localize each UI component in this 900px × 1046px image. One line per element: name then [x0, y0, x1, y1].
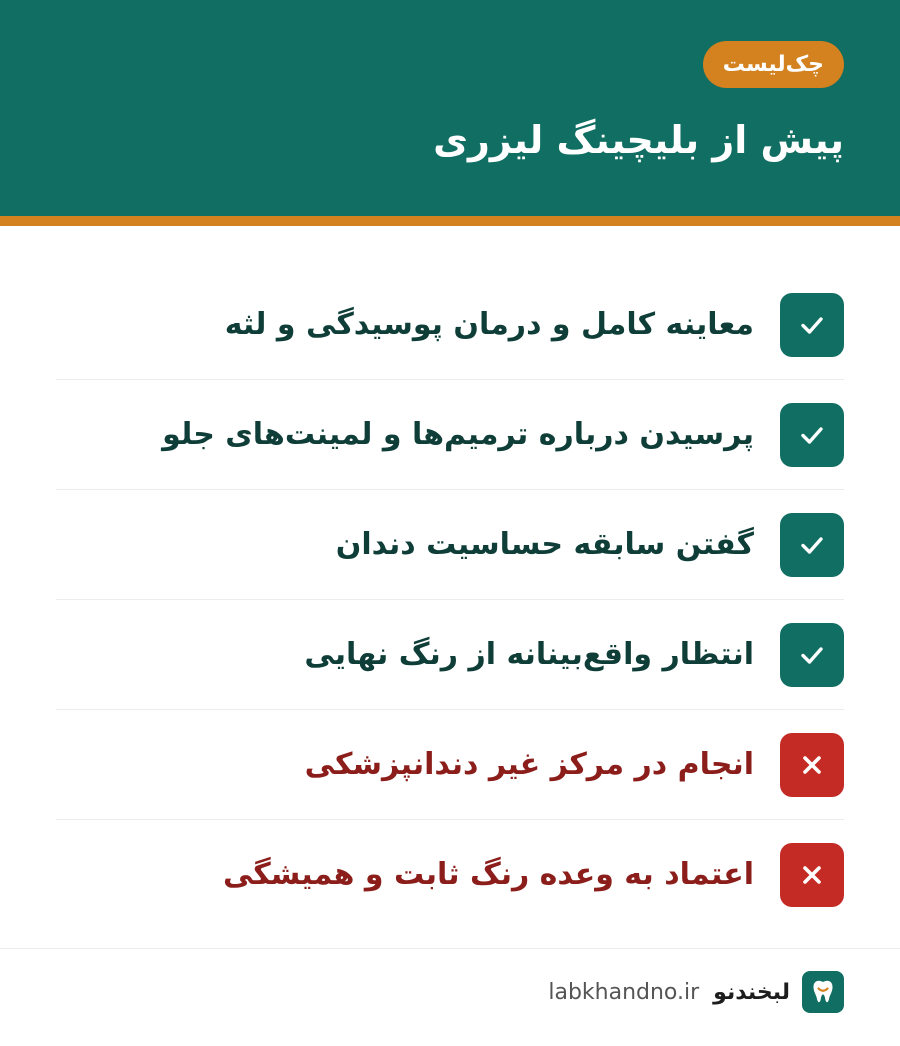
list-item-label: انجام در مرکز غیر دندانپزشکی — [304, 746, 754, 782]
list-item-label: معاینه کامل و درمان پوسیدگی و لثه — [224, 306, 754, 342]
list-item — [56, 270, 844, 380]
footer-divider — [0, 948, 900, 949]
check-icon — [780, 513, 844, 577]
check-icon — [780, 293, 844, 357]
header — [0, 0, 900, 216]
list-item — [56, 380, 844, 490]
header-accent-stripe — [0, 216, 900, 226]
checklist-badge: چک‌لیست — [703, 41, 844, 88]
checklist — [56, 270, 844, 930]
footer — [548, 970, 844, 1014]
tooth-icon — [802, 971, 844, 1013]
list-item — [56, 820, 844, 930]
check-icon — [780, 623, 844, 687]
page-title: پیش از بلیچینگ لیزری — [433, 118, 844, 162]
list-item-label: اعتماد به وعده رنگ ثابت و همیشگی — [222, 857, 754, 892]
list-item — [56, 600, 844, 710]
list-item — [56, 490, 844, 600]
check-icon — [780, 403, 844, 467]
list-item-label: انتظار واقع‌بینانه از رنگ نهایی — [304, 636, 754, 672]
list-item-label: گفتن سابقه حساسیت دندان — [335, 526, 754, 562]
list-item — [56, 710, 844, 820]
close-icon — [780, 843, 844, 907]
list-item-label: پرسیدن درباره ترمیم‌ها و لمینت‌های جلو — [162, 416, 754, 452]
website-link[interactable]: labkhandno.ir — [548, 979, 700, 1005]
brand-name: لبخندنو — [713, 979, 790, 1005]
close-icon — [780, 733, 844, 797]
